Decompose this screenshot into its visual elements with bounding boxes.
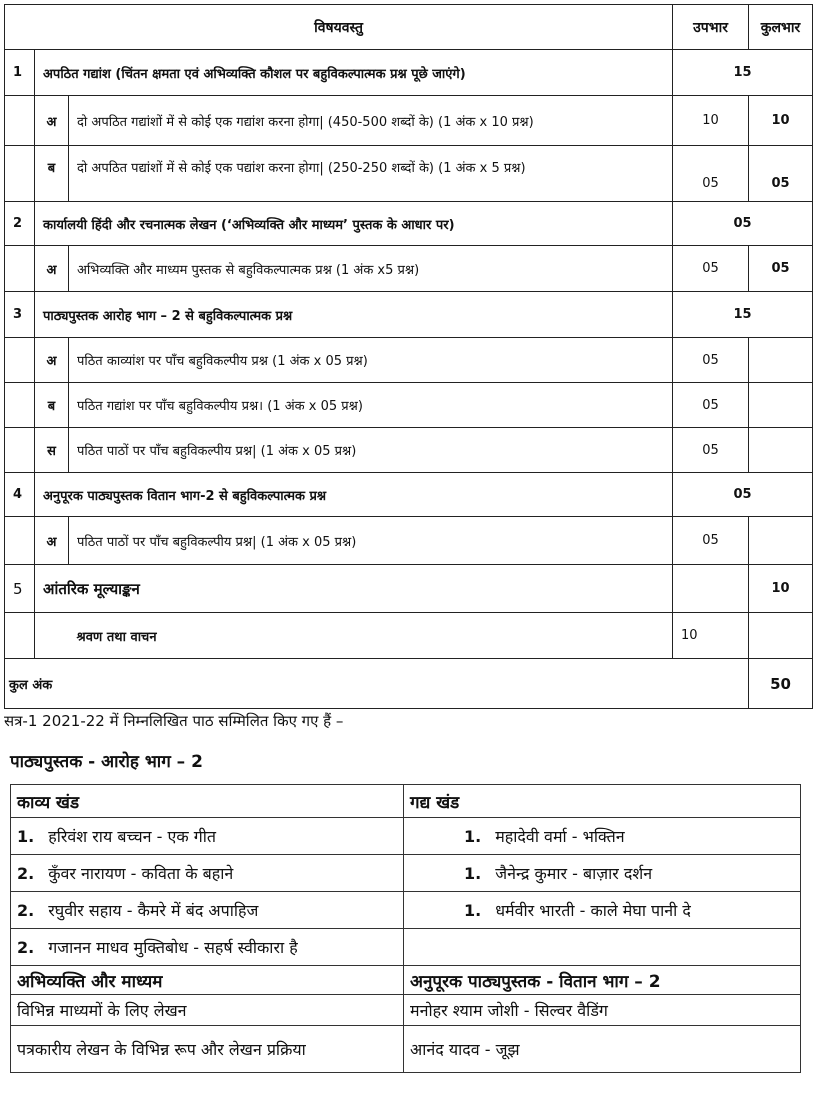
syllabus-row (11, 929, 801, 966)
section-title: अपठित गद्यांश (चिंतन क्षमता एवं अभिव्यक्ति कौशल पर बहुविकल्पात्मक प्रश्न पूछे जाएंगे) (35, 50, 673, 96)
internal-assessment-row (5, 565, 813, 613)
item-row (5, 146, 813, 202)
item-text: दो अपठित गद्यांशों में से कोई एक गद्यांश करना होगा| (450-500 शब्दों के) (1 अंक x 10 प्रश्न) (69, 96, 673, 146)
item-text: पठित पाठों पर पाँच बहुविकल्पीय प्रश्न| (1 अंक x 05 प्रश्न) (69, 517, 673, 565)
item-total-marks: 05 (749, 146, 813, 202)
prose-item: 1. जैनेन्द्र कुमार - बाज़ार दर्शन (404, 855, 801, 892)
section-title: आंतरिक मूल्याङ्कन (35, 565, 673, 613)
poetry-item: 2. कुँवर नारायण - कविता के बहाने (11, 855, 404, 892)
syllabus-header-row (11, 966, 801, 995)
header-content: विषयवस्तु (5, 5, 673, 50)
supplementary-item: आनंद यादव - जूझ (404, 1026, 801, 1073)
item-row (5, 96, 813, 146)
item-text: अभिव्यक्ति और माध्यम पुस्तक से बहुविकल्पात्मक प्रश्न (1 अंक x5 प्रश्न) (69, 246, 673, 292)
item-text: पठित गद्यांश पर पाँच बहुविकल्पीय प्रश्न। (1 अंक x 05 प्रश्न) (69, 383, 673, 428)
section-total: 10 (749, 565, 813, 613)
section-title: पाठ्यपुस्तक आरोह भाग – 2 से बहुविकल्पात्मक प्रश्न (35, 292, 673, 338)
supplementary-item: मनोहर श्याम जोशी - सिल्वर वैडिंग (404, 995, 801, 1026)
item-total-marks (749, 338, 813, 383)
item-label: अ (35, 338, 69, 383)
item-sub-marks: 05 (673, 517, 749, 565)
syllabus-row (11, 892, 801, 929)
textbook-title: पाठ्यपुस्तक - आरोह भाग – 2 (10, 752, 203, 772)
section-row (5, 202, 813, 246)
item-label: अ (35, 517, 69, 565)
section-number: 5 (5, 565, 35, 613)
item-total-marks (749, 428, 813, 473)
item-row (5, 613, 813, 659)
expression-item: पत्रकारीय लेखन के विभिन्न रूप और लेखन प्रक्रिया (11, 1026, 404, 1073)
item-sub-marks: 05 (673, 428, 749, 473)
expression-item: विभिन्न माध्यमों के लिए लेखन (11, 995, 404, 1026)
header-sub-marks: उपभार (673, 5, 749, 50)
grand-total-value: 50 (749, 659, 813, 709)
item-text: दो अपठित पद्यांशों में से कोई एक पद्यांश करना होगा| (250-250 शब्दों के) (1 अंक x 5 प्रश्न) (69, 146, 673, 202)
item-label: स (35, 428, 69, 473)
section-title: अनुपूरक पाठ्यपुस्तक वितान भाग-2 से बहुविकल्पात्मक प्रश्न (35, 473, 673, 517)
syllabus-row (11, 818, 801, 855)
item-total-marks (749, 517, 813, 565)
item-total-marks (749, 383, 813, 428)
expression-heading: अभिव्यक्ति और माध्यम (11, 966, 404, 995)
item-row (5, 246, 813, 292)
session-note: सत्र-1 2021-22 में निम्नलिखित पाठ सम्मिलित किए गए हैं – (4, 712, 344, 730)
syllabus-header-row (11, 785, 801, 818)
poetry-item: 2. गजानन माधव मुक्तिबोध - सहर्ष स्वीकारा है (11, 929, 404, 966)
table-header-row (5, 5, 813, 50)
item-total-marks: 05 (749, 246, 813, 292)
poetry-item: 1. हरिवंश राय बच्चन - एक गीत (11, 818, 404, 855)
item-label: अ (35, 96, 69, 146)
section-number: 2 (5, 202, 35, 246)
item-sub-marks: 05 (673, 146, 749, 202)
item-sub-marks: 10 (673, 613, 749, 659)
item-text: पठित काव्यांश पर पाँच बहुविकल्पीय प्रश्न (1 अंक x 05 प्रश्न) (69, 338, 673, 383)
section-title: कार्यालयी हिंदी और रचनात्मक लेखन (‘अभिव्यक्ति और माध्यम’ पुस्तक के आधार पर) (35, 202, 673, 246)
section-total: 15 (673, 292, 813, 338)
item-text: श्रवण तथा वाचन (69, 613, 673, 659)
prose-heading: गद्य खंड (404, 785, 801, 818)
section-number: 1 (5, 50, 35, 96)
syllabus-row (11, 1026, 801, 1073)
item-row (5, 428, 813, 473)
prose-item: 1. धर्मवीर भारती - काले मेघा पानी दे (404, 892, 801, 929)
prose-item: 1. महादेवी वर्मा - भक्तिन (404, 818, 801, 855)
supplementary-heading: अनुपूरक पाठ्यपुस्तक - वितान भाग – 2 (404, 966, 801, 995)
header-total-marks: कुलभार (749, 5, 813, 50)
item-sub-marks: 05 (673, 383, 749, 428)
poetry-item: 2. रघुवीर सहाय - कैमरे में बंद अपाहिज (11, 892, 404, 929)
syllabus-row (11, 855, 801, 892)
item-sub-marks: 05 (673, 338, 749, 383)
section-total: 05 (673, 473, 813, 517)
section-total: 15 (673, 50, 813, 96)
section-number: 4 (5, 473, 35, 517)
item-sub-marks: 10 (673, 96, 749, 146)
grand-total-row (5, 659, 813, 709)
marks-distribution-table (4, 4, 813, 709)
section-row (5, 292, 813, 338)
item-row (5, 338, 813, 383)
syllabus-table (10, 784, 801, 1073)
item-label: ब (35, 146, 69, 202)
item-text: पठित पाठों पर पाँच बहुविकल्पीय प्रश्न| (1 अंक x 05 प्रश्न) (69, 428, 673, 473)
item-total-marks: 10 (749, 96, 813, 146)
poetry-heading: काव्य खंड (11, 785, 404, 818)
item-row (5, 383, 813, 428)
section-number: 3 (5, 292, 35, 338)
section-total: 05 (673, 202, 813, 246)
grand-total-label: कुल अंक (5, 659, 749, 709)
item-label: अ (35, 246, 69, 292)
syllabus-row (11, 995, 801, 1026)
section-row (5, 50, 813, 96)
section-row (5, 473, 813, 517)
item-row (5, 517, 813, 565)
item-sub-marks: 05 (673, 246, 749, 292)
item-label: ब (35, 383, 69, 428)
